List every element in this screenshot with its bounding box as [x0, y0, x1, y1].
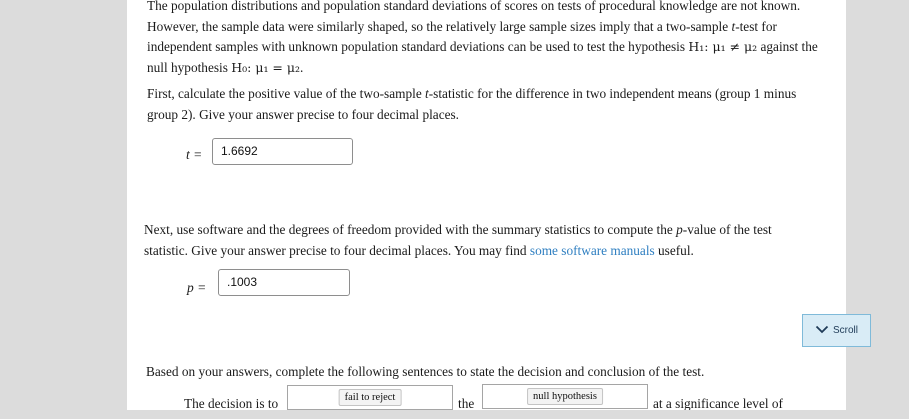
hypothesis-selected-value: null hypothesis	[527, 388, 603, 405]
decision-text-end: at a significance level of	[653, 396, 783, 410]
decision-dropdown[interactable]	[287, 385, 453, 410]
chevron-down-icon	[815, 325, 829, 337]
t-statistic-input[interactable]: 1.6692	[212, 138, 353, 165]
scroll-label: Scroll	[832, 325, 858, 336]
decision-text-start: The decision is to	[184, 396, 279, 410]
p-label: p =	[187, 280, 207, 295]
intro-paragraph	[147, 0, 837, 78]
alternative-hypothesis: H₁: μ₁ ≠ μ₂	[688, 39, 758, 54]
question2-text: Next, use software and the degrees of freedom provided with the summary statistics to compute the p-value of the test statistic. Give your answer precise to four decimal places. You may find some software manuals useful.	[144, 222, 772, 258]
decision-text-mid: the	[458, 396, 475, 410]
scroll-button[interactable]	[802, 314, 871, 347]
intro-line-2: However, the sample data were similarly shaped, so the relatively large sample sizes imply that a two-sample t-test for	[147, 18, 777, 34]
question1-text: First, calculate the positive value of the two-sample t-statistic for the difference in two independent means (group 1 minus group 2). Give your answer precise to four decimal places.	[147, 86, 797, 122]
question-panel	[127, 0, 846, 410]
p-value-input[interactable]: .1003	[218, 269, 350, 296]
intro-line-1: The population distributions and population standard deviations of scores on tests of procedural knowledge are not known.	[147, 0, 801, 13]
software-manuals-link[interactable]: some software manuals	[529, 242, 655, 258]
intro-line-3: independent samples with unknown population standard deviations can be used to test the hypothesis H₁: μ₁ ≠ μ₂ against the	[147, 39, 818, 54]
question3-instruction: Based on your answers, complete the following sentences to state the decision and conclusion of the test.	[146, 364, 705, 379]
hypothesis-dropdown[interactable]	[482, 384, 648, 409]
decision-selected-value: fail to reject	[339, 389, 402, 406]
intro-line-4: null hypothesis H₀: μ₁ = μ₂.	[147, 59, 304, 75]
null-hypothesis: H₀: μ₁ = μ₂	[231, 59, 301, 75]
t-label: t =	[186, 147, 203, 162]
